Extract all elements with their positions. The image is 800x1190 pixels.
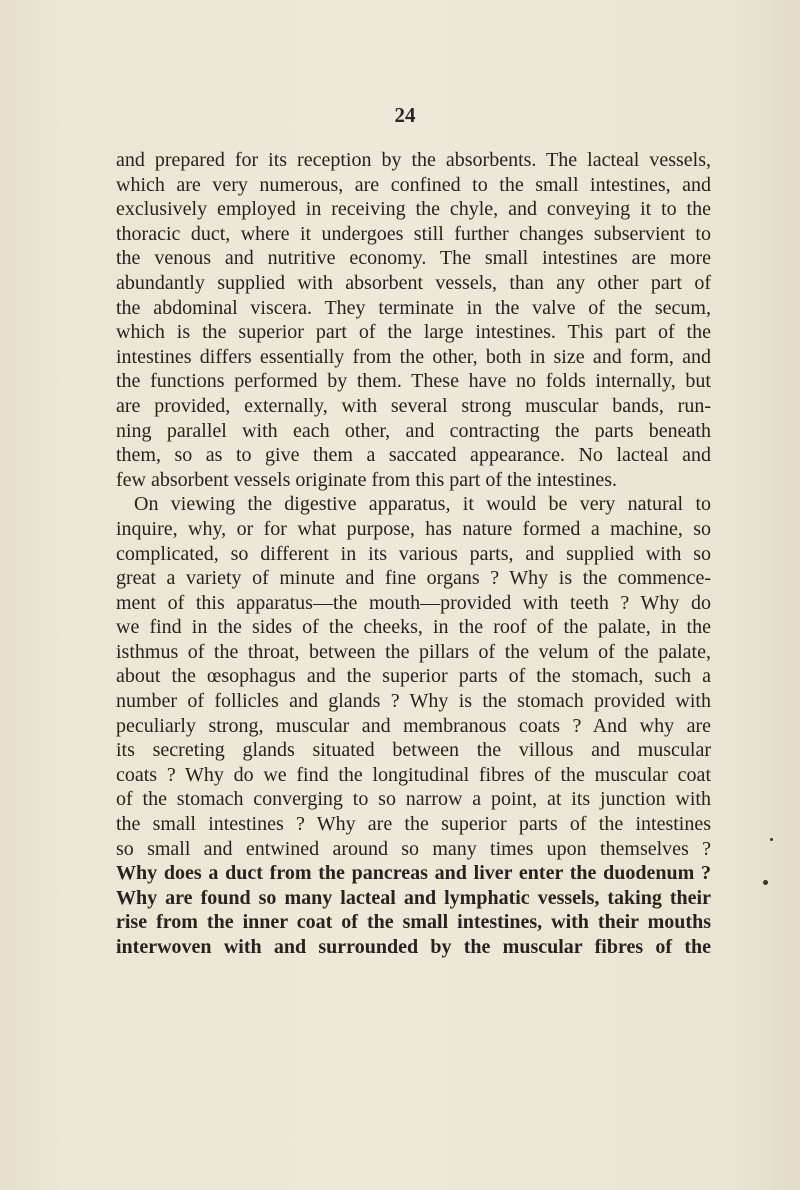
text-line: intestines differs essentially from the other, both in size and form, and (116, 345, 711, 368)
text-line: and prepared for its reception by the absorbents. The lacteal vessels, (116, 149, 711, 171)
text-line: them, so as to give them a saccated appearance. No lacteal and (116, 444, 711, 467)
text-line: exclusively employed in receiving the chyle, and conveying it to the (116, 198, 711, 221)
text-line: we find in the sides of the cheeks, in the roof of the palate, in the (116, 616, 711, 639)
text-line: of the stomach converging to so narrow a point, at its junction with (116, 788, 711, 811)
text-line: about the œsophagus and the superior parts of the stomach, such a (116, 665, 711, 688)
text-line: inquire, why, or for what purpose, has nature formed a machine, so (116, 517, 711, 540)
text-line: the functions performed by them. These have no folds internally, but (116, 370, 711, 393)
text-line: the small intestines ? Why are the superior parts of the intestines (116, 813, 711, 836)
text-line: which is the superior part of the large intestines. This part of the (116, 321, 711, 344)
text-line: number of follicles and glands ? Why is the stomach provided with (116, 690, 711, 713)
text-line: thoracic duct, where it undergoes still further changes subservient to (116, 222, 711, 245)
text-line: few absorbent vessels originate from this part of the intestines. (116, 468, 617, 491)
text-line: complicated, so different in its various parts, and supplied with so (116, 542, 711, 565)
ink-speck-mark (770, 838, 773, 841)
text-line: peculiarly strong, muscular and membranous coats ? And why are (116, 714, 711, 737)
page-number: 24 (394, 103, 416, 127)
text-line: Why are found so many lacteal and lymphatic vessels, taking their (116, 886, 711, 909)
text-line: On viewing the digestive apparatus, it would be very natural to (134, 493, 711, 516)
text-line: so small and entwined around so many times upon themselves ? (116, 837, 711, 860)
text-line: its secreting glands situated between the villous and muscular (116, 739, 711, 762)
text-line: are provided, externally, with several strong muscular bands, run- (116, 394, 711, 417)
body-text (116, 148, 711, 960)
text-line: isthmus of the throat, between the pillars of the velum of the palate, (116, 640, 711, 663)
text-line: ning parallel with each other, and contracting the parts beneath (116, 419, 711, 442)
text-line: which are very numerous, are confined to the small intestines, and (116, 173, 711, 196)
text-line: coats ? Why do we find the longitudinal fibres of the muscular coat (116, 763, 711, 786)
text-line: great a variety of minute and fine organs ? Why is the commence- (116, 567, 711, 590)
text-line: the venous and nutritive economy. The small intestines are more (116, 247, 711, 270)
text-line: Why does a duct from the pancreas and liver enter the duodenum ? (116, 862, 711, 885)
text-line: rise from the inner coat of the small intestines, with their mouths (116, 911, 711, 934)
text-line: the abdominal viscera. They terminate in the valve of the secum, (116, 296, 711, 319)
text-line: ment of this apparatus—the mouth—provided with teeth ? Why do (116, 591, 711, 614)
text-line: abundantly supplied with absorbent vessels, than any other part of (116, 271, 711, 294)
ink-speck-mark (763, 880, 768, 885)
text-line: interwoven with and surrounded by the muscular fibres of the (116, 936, 711, 958)
